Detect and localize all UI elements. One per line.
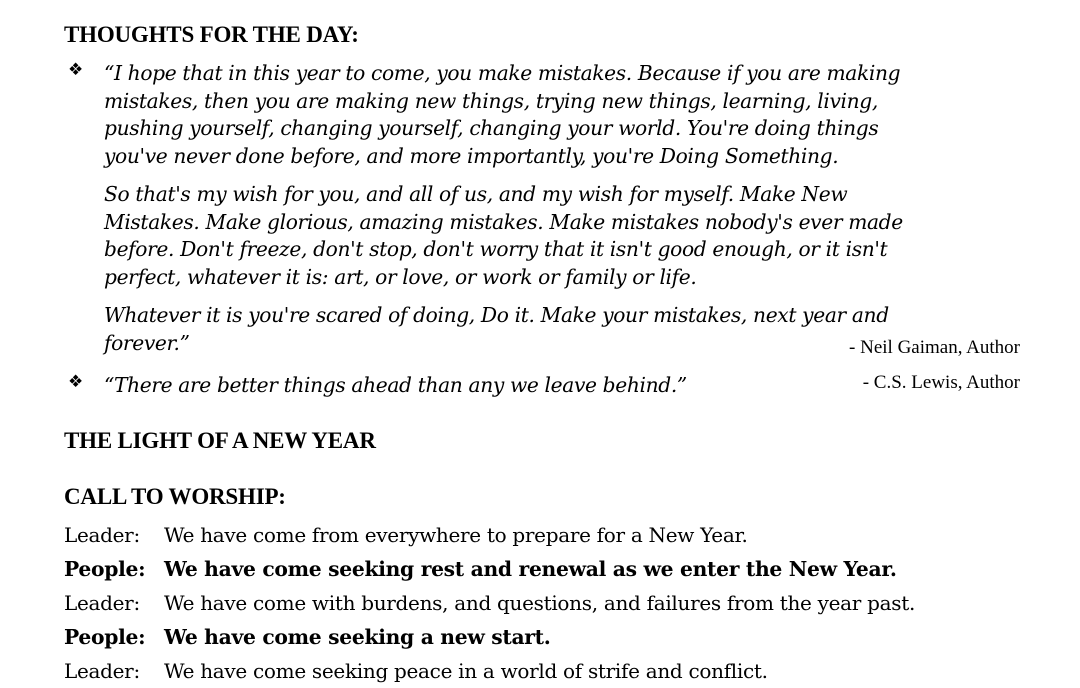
attribution-cs-lewis: - C.S. Lewis, Author: [862, 372, 1020, 393]
litany-row-people: [64, 620, 1044, 654]
quote-line: perfect, whatever it is: art, or love, or work or family or life.: [104, 264, 697, 289]
quote-line: Mistakes. Make glorious, amazing mistakes. Make mistakes nobody's ever made: [104, 209, 903, 234]
litany-row-leader: [64, 518, 1044, 552]
call-to-worship-litany: [64, 518, 1044, 688]
quote-line: forever.”: [104, 330, 190, 355]
speaker-label: People:: [64, 557, 146, 581]
diamond-bullet-icon: ❖: [68, 60, 84, 80]
quote-neil-gaiman: [68, 60, 1014, 357]
quote-line: you've never done before, and more importantly, you're Doing Something.: [104, 143, 839, 168]
quote-line: pushing yourself, changing yourself, changing your world. You're doing things: [104, 116, 879, 140]
speaker-label: Leader:: [64, 523, 140, 547]
quote-line: “There are better things ahead than any we leave behind.”: [104, 373, 687, 397]
litany-text: We have come from everywhere to prepare for a New Year.: [164, 523, 748, 547]
attribution-neil-gaiman: - Neil Gaiman, Author: [849, 337, 1020, 358]
quote-line: “I hope that in this year to come, you make mistakes. Because if you are making: [104, 61, 901, 85]
litany-text: We have come seeking rest and renewal as we enter the New Year.: [164, 557, 897, 581]
litany-text: We have come seeking peace in a world of strife and conflict.: [164, 659, 768, 683]
quote-line: Whatever it is you're scared of doing, Do it. Make your mistakes, next year and: [104, 303, 889, 327]
litany-row-leader: [64, 654, 1044, 688]
speaker-label: Leader:: [64, 659, 140, 683]
quote-line: before. Don't freeze, don't stop, don't worry that it isn't good enough, or it isn't: [104, 237, 888, 261]
quote-paragraph-1: [104, 60, 1014, 170]
litany-row-leader: [64, 586, 1044, 620]
litany-text: We have come seeking a new start.: [164, 625, 551, 649]
heading-light-of-new-year: THE LIGHT OF A NEW YEAR: [64, 428, 376, 453]
heading-call-to-worship: CALL TO WORSHIP:: [64, 484, 286, 509]
litany-row-people: [64, 552, 1044, 586]
quote-paragraph-2: [104, 181, 1014, 291]
speaker-label: People:: [64, 625, 146, 649]
quote-line: So that's my wish for you, and all of us, and my wish for myself. Make New: [104, 182, 848, 206]
speaker-label: Leader:: [64, 591, 140, 615]
litany-text: We have come with burdens, and questions, and failures from the year past.: [164, 591, 916, 615]
quote-line: mistakes, then you are making new things, trying new things, learning, living,: [104, 88, 878, 113]
diamond-bullet-icon: ❖: [68, 372, 84, 392]
heading-thoughts-for-the-day: THOUGHTS FOR THE DAY:: [64, 22, 359, 47]
